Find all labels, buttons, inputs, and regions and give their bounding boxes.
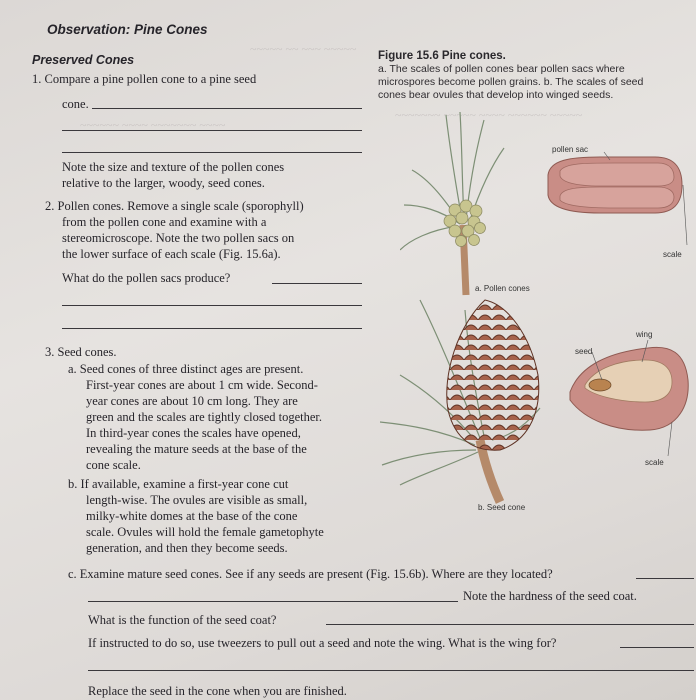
q2-line: from the pollen cone and examine with a: [62, 215, 267, 229]
answer-line[interactable]: [636, 578, 694, 579]
q3a-line: green and the scales are tightly closed together.: [86, 410, 323, 424]
q3c-line5: Replace the seed in the cone when you are finished.: [88, 684, 347, 698]
figure-caption-line: microspores become pollen grains. b. The scales of seed: [378, 76, 644, 88]
q3c-line2: Note the hardness of the seed coat.: [463, 589, 637, 603]
answer-line[interactable]: [92, 108, 362, 109]
pollen-sac-diagram: [548, 157, 682, 213]
q2-question: What do the pollen sacs produce?: [62, 271, 231, 285]
bleed-through-text: ~~~~~~ ~~~~ ~~~~~~~ ~~~~: [80, 118, 226, 132]
q3c-line3: What is the function of the seed coat?: [88, 613, 277, 627]
figure-caption-line: a. The scales of pollen cones bear pollen sacs where: [378, 63, 625, 75]
q3b-line: scale. Ovules will hold the female gametophyte: [86, 525, 324, 539]
q3a-line: cone scale.: [86, 458, 141, 472]
bleed-through-text: ~~~~~~~ ~~~~~ ~~~~ ~~~~~~ ~~~~~: [395, 108, 583, 122]
label-seed-cone: b. Seed cone: [478, 503, 526, 512]
bleed-through-text: ~~~~~ ~~ ~~~ ~~~~~: [250, 42, 357, 56]
answer-line[interactable]: [62, 328, 362, 329]
q3a-line: year cones are about 10 cm long. They are: [86, 394, 298, 408]
label-seed: seed: [575, 347, 593, 356]
label-scale-b: scale: [645, 458, 664, 467]
seed-scale-diagram: [570, 347, 688, 430]
seed-cone-illustration: [380, 290, 696, 520]
q3-heading: 3. Seed cones.: [45, 345, 117, 359]
q3a-line: In third-year cones the scales have opened,: [86, 426, 301, 440]
label-scale-a: scale: [663, 250, 682, 259]
pollen-cone-illustration: [400, 110, 696, 300]
figure-title: Figure 15.6 Pine cones.: [378, 50, 506, 62]
answer-line[interactable]: [88, 670, 694, 671]
section-title: Preserved Cones: [32, 53, 135, 67]
answer-line[interactable]: [326, 624, 694, 625]
page-title: Observation: Pine Cones: [47, 22, 208, 37]
label-pollen-sac: pollen sac: [552, 145, 589, 154]
answer-line[interactable]: [620, 647, 694, 648]
figure-caption-line: cones bear ovules that develop into winged seeds.: [378, 89, 614, 101]
q3b-line: milky-white domes at the base of the cone: [86, 509, 298, 523]
label-wing: wing: [636, 330, 653, 339]
q3b-line: b. If available, examine a first-year cone cut: [68, 477, 289, 491]
q3c-line4: If instructed to do so, use tweezers to pull out a seed and note the wing. What is the wing for?: [88, 636, 557, 650]
q3a-line: First-year cones are about 1 cm wide. Second-: [86, 378, 318, 392]
q1-note2: relative to the larger, woody, seed cones.: [62, 176, 265, 190]
q1-line2: cone.: [62, 97, 89, 111]
answer-line[interactable]: [62, 152, 362, 153]
q1-line1: 1. Compare a pine pollen cone to a pine seed: [32, 72, 257, 86]
q2-line: stereomicroscope. Note the two pollen sacs on: [62, 231, 295, 245]
q3c-line1: c. Examine mature seed cones. See if any seeds are present (Fig. 15.6b). Where are they located?: [68, 567, 553, 581]
label-pollen-cones: a. Pollen cones: [475, 284, 530, 293]
q3a-line: a. Seed cones of three distinct ages are present.: [68, 362, 304, 376]
q1-note1: Note the size and texture of the pollen cones: [62, 160, 285, 174]
q3a-line: revealing the mature seeds at the base of the: [86, 442, 307, 456]
q2-line: 2. Pollen cones. Remove a single scale (sporophyll): [45, 199, 304, 213]
answer-line[interactable]: [62, 305, 362, 306]
answer-line[interactable]: [272, 283, 362, 284]
answer-line[interactable]: [62, 130, 362, 131]
q3b-line: generation, and then they become seeds.: [86, 541, 288, 555]
q3b-line: length-wise. The ovules are visible as small,: [86, 493, 308, 507]
answer-line[interactable]: [88, 601, 458, 602]
q2-line: the lower surface of each scale (Fig. 15.6a).: [62, 247, 281, 261]
